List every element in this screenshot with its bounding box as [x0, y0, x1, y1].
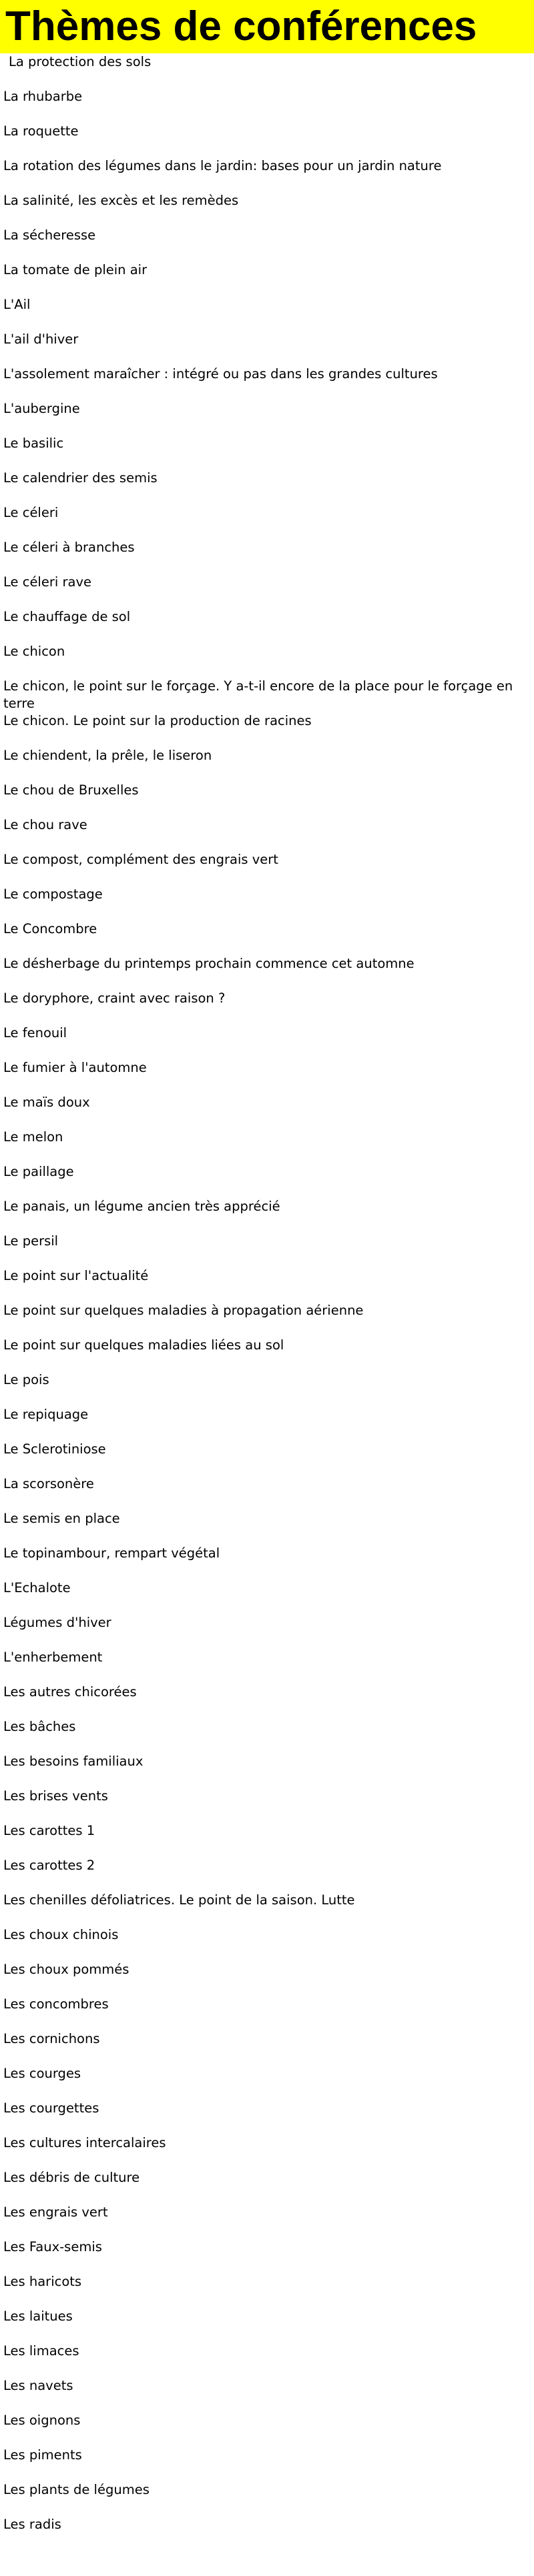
topic-item: Le persil	[3, 1233, 59, 1249]
topic-item: Le point sur quelques maladies à propagation aérienne	[3, 1303, 364, 1318]
topic-item: Les besoins familiaux	[3, 1754, 144, 1769]
topic-item: Le topinambour, rempart végétal	[3, 1545, 220, 1561]
topic-item: Les courges	[3, 2066, 81, 2081]
topic-item: La salinité, les excès et les remèdes	[3, 193, 239, 208]
topic-item: Le céleri rave	[3, 574, 91, 590]
topic-item: L'aubergine	[3, 401, 80, 416]
topic-item: L'Echalote	[3, 1580, 71, 1595]
topic-item: Les courgettes	[3, 2100, 99, 2116]
topic-item: L'Ail	[3, 297, 31, 312]
topic-item: Le chiendent, la prêle, le liseron	[3, 748, 212, 763]
topic-item: Le semis en place	[3, 1511, 120, 1526]
topic-item: Le chicon	[3, 644, 65, 659]
topic-item: La rhubarbe	[3, 89, 83, 104]
topic-item: Les carottes 2	[3, 1858, 95, 1873]
topic-item: Les chenilles défoliatrices. Le point de la saison. Lutte	[3, 1892, 355, 1908]
topic-item: Les engrais vert	[3, 2204, 108, 2220]
topic-item: La tomate de plein air	[3, 262, 148, 277]
topic-item: Le compost, complément des engrais vert	[3, 852, 278, 867]
topic-item: La protection des sols	[9, 54, 152, 69]
topic-item: Le chou rave	[3, 817, 87, 832]
topic-item: Le chicon. Le point sur la production de racines	[3, 713, 312, 728]
topic-item: Les cornichons	[3, 2031, 100, 2046]
topic-item: Le chou de Bruxelles	[3, 782, 139, 798]
topic-item: Les autres chicorées	[3, 1684, 137, 1700]
topic-item: Les laitues	[3, 2309, 73, 2324]
topic-item: Le céleri	[3, 505, 59, 520]
topic-item: Les piments	[3, 2447, 82, 2463]
topic-item: Les limaces	[3, 2343, 79, 2359]
topic-item: Les Faux-semis	[3, 2239, 102, 2255]
topic-item: Les oignons	[3, 2413, 81, 2428]
topic-item: Le paillage	[3, 1164, 74, 1179]
topic-item: Les carottes 1	[3, 1823, 95, 1838]
topic-item: L'enherbement	[3, 1650, 103, 1665]
topic-item: Le compostage	[3, 886, 103, 902]
topic-item: Le désherbage du printemps prochain commence cet automne	[3, 956, 415, 971]
topic-item: Le Sclerotiniose	[3, 1441, 106, 1457]
topic-item: Le chauffage de sol	[3, 609, 131, 624]
topic-item: Le céleri à branches	[3, 540, 135, 555]
topic-item: Le panais, un légume ancien très apprécié	[3, 1199, 280, 1214]
topic-item: Les radis	[3, 2517, 61, 2532]
topic-item: L'ail d'hiver	[3, 332, 79, 347]
topic-item: Les bâches	[3, 1719, 76, 1734]
topic-item: Les haricots	[3, 2274, 82, 2289]
topic-item: Le maïs doux	[3, 1095, 90, 1110]
topic-item: Les navets	[3, 2378, 73, 2393]
topic-item: Légumes d'hiver	[3, 1615, 111, 1630]
topic-item: Le doryphore, craint avec raison ?	[3, 991, 226, 1006]
topic-item: Le calendrier des semis	[3, 470, 158, 486]
topic-item: Le melon	[3, 1129, 63, 1145]
topic-item: La rotation des légumes dans le jardin: bases pour un jardin nature	[3, 158, 442, 173]
topic-item: Les choux chinois	[3, 1927, 119, 1942]
topic-item: Le fumier à l'automne	[3, 1060, 147, 1075]
topic-list	[3, 53, 531, 2551]
topic-item: La scorsonère	[3, 1476, 94, 1491]
title-banner	[0, 0, 534, 53]
topic-item: La roquette	[3, 123, 79, 139]
topic-item: Le pois	[3, 1372, 49, 1387]
topic-item: Les brises vents	[3, 1788, 108, 1804]
topic-item: Le repiquage	[3, 1407, 89, 1422]
page-title: Thèmes de conférences	[5, 3, 477, 49]
topic-item: Le chicon, le point sur le forçage. Y a-t-il encore de la place pour le forçage en terre	[3, 678, 513, 711]
topic-item: Les plants de légumes	[3, 2482, 150, 2497]
topic-item: Les choux pommés	[3, 1962, 129, 1977]
topic-item: Le fenouil	[3, 1025, 67, 1041]
topic-item: L'assolement maraîcher : intégré ou pas dans les grandes cultures	[3, 366, 438, 382]
topic-item: Les concombres	[3, 1996, 109, 2012]
topic-item: Les cultures intercalaires	[3, 2135, 166, 2150]
topic-item: La sécheresse	[3, 227, 96, 243]
topic-item: Le basilic	[3, 436, 64, 451]
topic-item: Les débris de culture	[3, 2170, 140, 2185]
topic-item: Le Concombre	[3, 921, 97, 936]
topic-item: Le point sur l'actualité	[3, 1268, 149, 1283]
topic-item: Le point sur quelques maladies liées au sol	[3, 1337, 284, 1353]
